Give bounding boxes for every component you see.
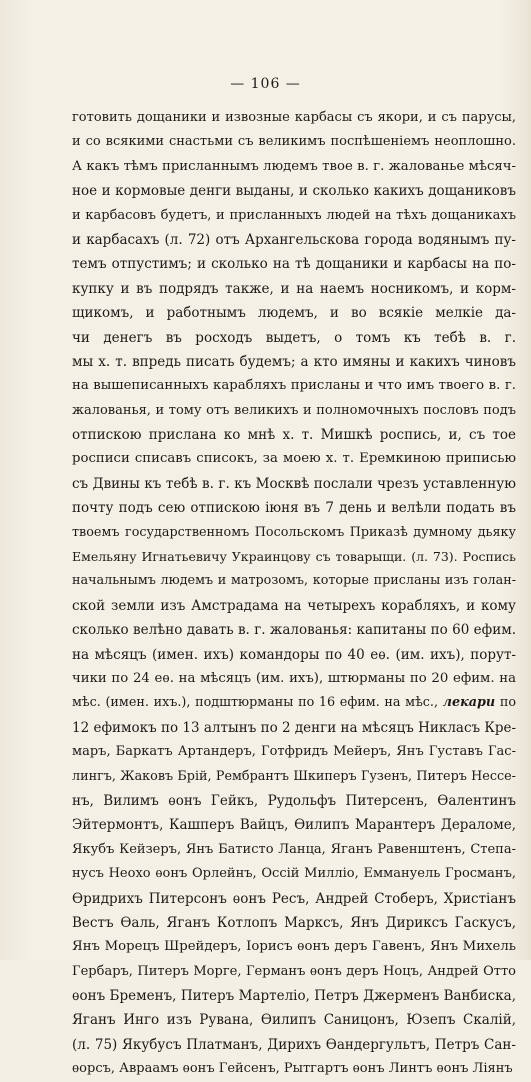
line-text: твоемъ государственномъ Посольскомъ Приказѣ думному дьяку	[72, 524, 516, 540]
line-text: А какъ тѣмъ присланнымъ людемъ твое в. г. жалованье мѣсяч-	[72, 158, 516, 174]
text-line	[72, 1033, 516, 1057]
line-text: и со всякими снастьми съ великимъ поспѣшенiемъ неоплошно.	[72, 134, 516, 150]
line-text: мѣс. (имен. ихъ.), подштюрманы по 16 ефим. на мѣс.,	[72, 695, 443, 711]
text-line	[72, 643, 516, 667]
line-text: жалованья, и тому отъ великихъ и полномочныхъ пословъ подъ	[72, 402, 516, 418]
line-text: отпискою прислана ко мнѣ х. т. Мишкѣ роспись, и, съ тое	[72, 427, 516, 444]
line-text: Янъ Морецъ Шрейдеръ, Iорисъ ѳонъ деръ Гавенъ, Янъ Михель	[72, 939, 516, 955]
line-text: чики по 24 еѳ. на мѣсяцъ (им. ихъ), штюрманы по 20 ефим. на	[72, 670, 516, 686]
line-text: Гербаръ, Питеръ Морге, Германъ ѳонъ деръ Ноцъ, Андрей Отто	[72, 963, 516, 979]
body-text	[72, 106, 516, 1082]
text-line	[72, 862, 516, 886]
text-line	[72, 106, 516, 130]
text-line	[72, 911, 516, 935]
page-number: — 106 —	[230, 76, 301, 92]
text-line	[72, 960, 516, 984]
text-line	[72, 813, 516, 837]
line-text-after: по	[495, 695, 517, 711]
text-line	[72, 789, 516, 813]
text-line	[72, 496, 516, 520]
text-line	[72, 179, 516, 203]
line-text: почту подъ сею отпискою iюня въ 7 день и велѣли подать въ	[72, 500, 516, 517]
text-line	[72, 691, 516, 715]
line-text: Ѳридрихъ Питерсонъ ѳонъ Ресъ, Андрей Стоберъ, Христiанъ	[72, 890, 516, 907]
text-line	[72, 545, 516, 569]
line-text: и карбасахъ (л. 72) отъ Архангельскова города водянымъ пу-	[72, 231, 516, 248]
line-text: Вестъ Ѳаль, Яганъ Котлопъ Марксъ, Янъ Дириксъ Гаскусъ,	[72, 914, 516, 931]
text-line	[72, 716, 516, 740]
text-line	[72, 887, 516, 911]
line-text: чи денегъ въ росходъ выдетъ, о томъ къ тебѣ в. г.	[72, 329, 516, 346]
text-line	[72, 1057, 516, 1081]
line-text: купку и въ подрядъ также, и на наемъ носникомъ, и корм-	[72, 280, 516, 297]
text-line	[72, 301, 516, 325]
text-line	[72, 935, 516, 959]
line-text: ской земли изъ Амстрадама на четырехъ корабляхъ, и кому	[72, 597, 516, 614]
line-text: ное и кормовые денги выданы, и сколько какихъ дощаниковъ	[72, 183, 516, 200]
line-text: щикомъ, и работнымъ людемъ, и во всякiе мелкiе да-	[72, 305, 516, 322]
line-text: Емельяну Игнатьевичу Украинцову съ товарыщи. (л. 73). Роспись	[72, 549, 516, 565]
text-line	[72, 618, 516, 642]
line-text: начальнымъ людемъ и матрозомъ, которые присланы изъ голан-	[72, 573, 516, 589]
text-line	[72, 594, 516, 618]
emphasized-word: лекари	[442, 695, 496, 711]
text-line	[72, 667, 516, 691]
text-line	[72, 155, 516, 179]
text-line	[72, 447, 516, 471]
line-text: на вышеписанныхъ карабляхъ присланы и что имъ твоего в. г.	[72, 378, 516, 394]
line-text: Якубъ Кейзеръ, Янъ Батисто Ланца, Яганъ Равенштенъ, Степа-	[72, 841, 516, 857]
line-text: ѳорсъ, Авраамъ ѳонъ Гейсенъ, Рытгартъ ѳонъ Линтъ ѳонъ Лiянъ	[72, 1061, 513, 1077]
line-text: съ Двины къ тебѣ в. г. къ Москвѣ послали чрезъ уставленную	[72, 475, 516, 492]
line-text: Эйтермонтъ, Кашперъ Вайцъ, Ѳилипъ Марантеръ Дераломе,	[72, 817, 516, 834]
text-line	[72, 374, 516, 398]
text-line	[72, 740, 516, 764]
text-line	[72, 399, 516, 423]
text-line	[72, 984, 516, 1008]
line-text: (л. 75) Якубусъ Платманъ, Дирихъ Ѳандергультъ, Петръ Сан-	[72, 1036, 516, 1053]
line-text: Яганъ Инго изъ Рувана, Ѳилипъ Саницонъ, Юзепъ Скалiй,	[72, 1012, 516, 1029]
line-text: 12 ефимокъ по 13 алтынъ по 2 денги на мѣсяцъ Никласъ Кре-	[72, 719, 517, 736]
text-line	[72, 569, 516, 593]
line-text: росписи списавъ списокъ, за моею х. т. Еремкиною приписью	[72, 451, 516, 467]
text-line	[72, 228, 516, 252]
line-text: ѳонъ Бременъ, Питеръ Мартелiо, Петръ Джерменъ Ванбиска,	[72, 988, 516, 1005]
text-line	[72, 423, 516, 447]
line-text: на мѣсяцъ (имен. ихъ) командоры по 40 еѳ. (им. ихъ), порут-	[72, 646, 516, 663]
text-line	[72, 472, 516, 496]
line-text: лингъ, Жаковъ Брiй, Рембрантъ Шкиперъ Гузенъ, Питеръ Нессе-	[72, 768, 516, 784]
line-text: нъ, Вилимъ ѳонъ Гейкъ, Рудольфъ Питерсенъ, Ѳалентинъ	[72, 792, 516, 809]
line-text: и карбасовъ будетъ, и присланныхъ людей на тѣхъ дощаникахъ	[72, 207, 516, 223]
line-text: нусъ Неохо ѳонъ Орлейнъ, Оссiй Миллiо, Еммануель Гросманъ,	[72, 866, 516, 882]
line-text: маръ, Баркатъ Артандеръ, Готфридъ Мейеръ, Янъ Густавъ Гас-	[72, 744, 516, 760]
text-line	[72, 130, 516, 154]
text-line	[72, 326, 516, 350]
text-line	[72, 252, 516, 276]
line-text: мы х. т. впредь писать будемъ; а кто имяны и какихъ чиновъ	[72, 353, 516, 370]
text-line	[72, 1008, 516, 1032]
line-text: сколько велѣно давать в. г. жалованья: капитаны по 60 ефим.	[72, 622, 516, 639]
text-line	[72, 277, 516, 301]
text-line	[72, 350, 516, 374]
line-text: готовить дощаники и извозные карбасы съ якори, и съ парусы,	[72, 110, 516, 125]
text-line	[72, 838, 516, 862]
text-line	[72, 204, 516, 228]
line-text: темъ отпустимъ; и сколько на тѣ дощаники и карбасы на по-	[72, 256, 516, 273]
text-line	[72, 765, 516, 789]
text-line	[72, 521, 516, 545]
